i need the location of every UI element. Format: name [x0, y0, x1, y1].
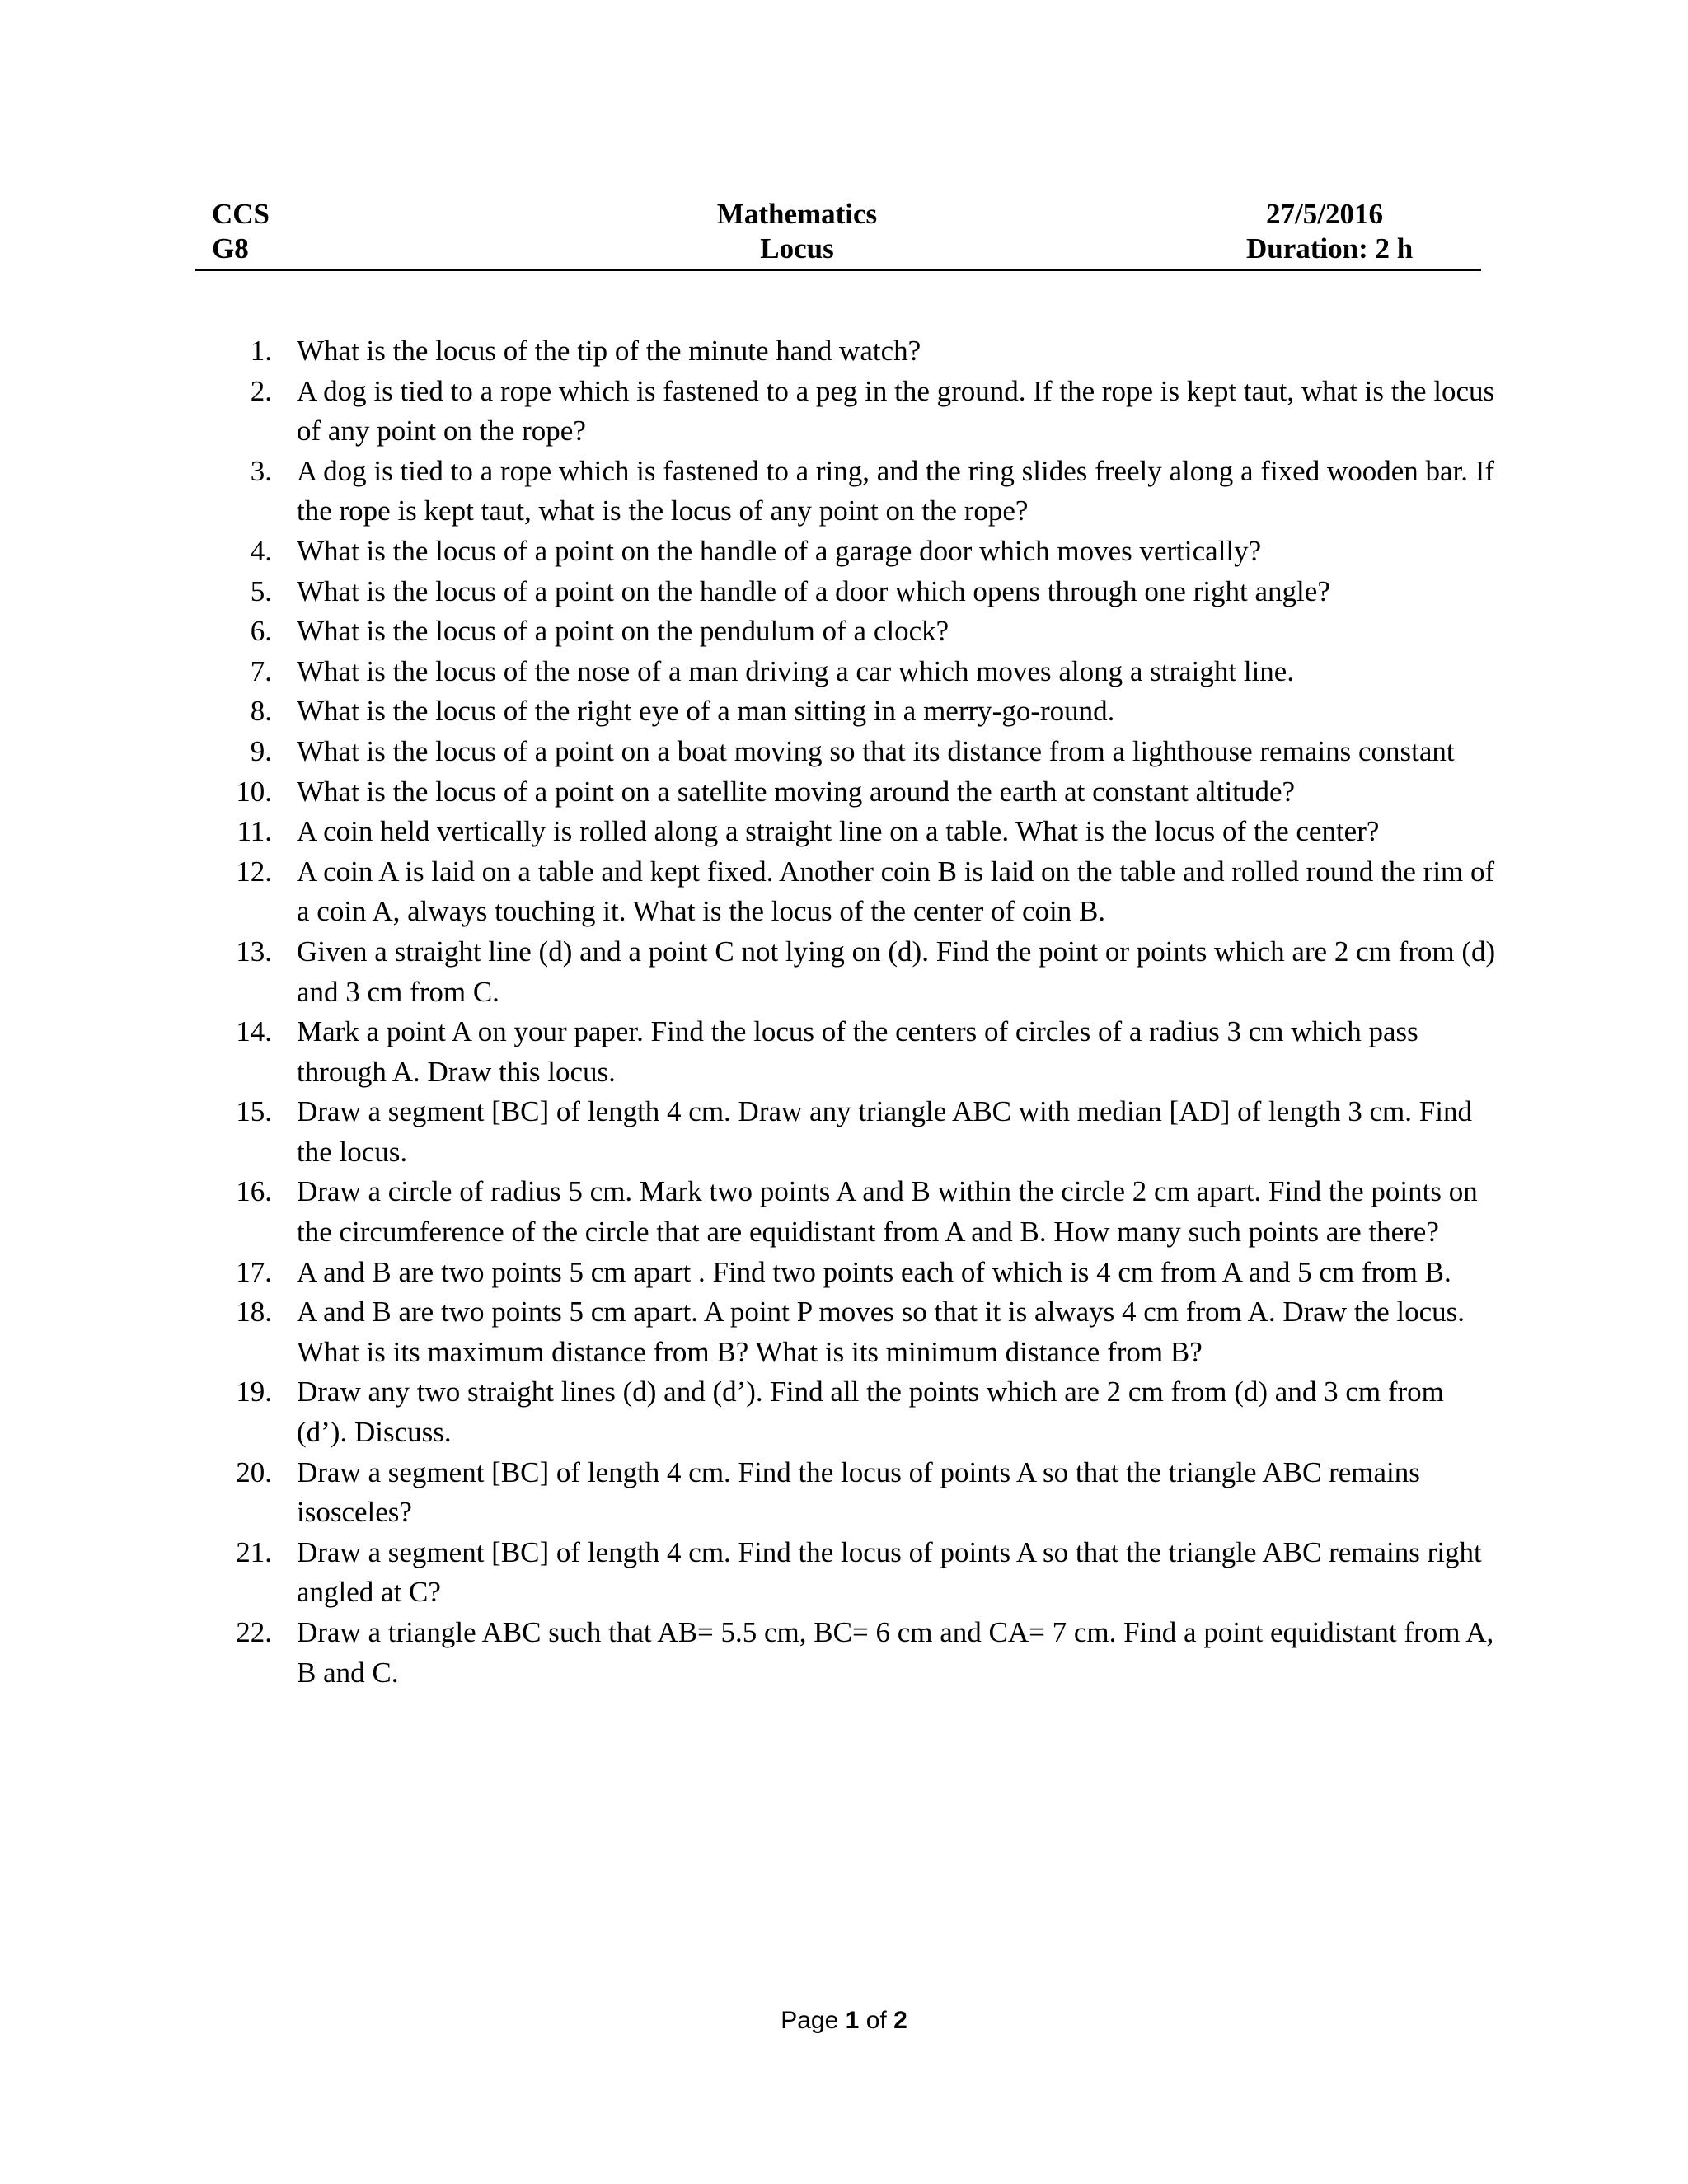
- question-item: [231, 772, 1500, 813]
- question-item: [231, 572, 1500, 612]
- question-number: 2.: [250, 374, 272, 407]
- question-item: [231, 452, 1500, 532]
- question-text: Draw a triangle ABC such that AB= 5.5 cm, BC= 6 cm and CA= 7 cm. Find a point equidistant from A, B and C.: [297, 1616, 1494, 1689]
- question-number: 18.: [236, 1296, 272, 1329]
- question-text: A coin held vertically is rolled along a straight line on a table. What is the locus of the center?: [297, 815, 1380, 848]
- question-item: [231, 1292, 1500, 1372]
- question-text: A and B are two points 5 cm apart . Find two points each of which is 4 cm from A and 5 cm from B.: [297, 1255, 1451, 1288]
- question-text: What is the locus of a point on the handle of a door which opens through one right angle?: [297, 574, 1330, 607]
- question-item: [231, 732, 1500, 772]
- question-text: Draw a segment [BC] of length 4 cm. Find the locus of points A so that the triangle ABC remains right angled at C?: [297, 1535, 1482, 1609]
- question-text: Given a straight line (d) and a point C not lying on (d). Find the point or points which are 2 cm from (d) and 3 cm from C.: [297, 935, 1496, 1008]
- current-page-number: 1: [845, 2007, 860, 2034]
- question-number: 16.: [236, 1175, 272, 1208]
- question-number: 20.: [236, 1455, 272, 1488]
- question-item: [231, 1253, 1500, 1293]
- question-number: 1.: [250, 335, 272, 367]
- question-number: 4.: [250, 534, 272, 567]
- question-number: 13.: [236, 935, 272, 968]
- question-text: Draw a segment [BC] of length 4 cm. Draw any triangle ABC with median [AD] of length 3 cm. Find the locus.: [297, 1095, 1472, 1168]
- question-item: [231, 812, 1500, 852]
- question-number: 7.: [250, 654, 272, 687]
- question-item: [231, 372, 1500, 452]
- school-name: CCS: [212, 198, 270, 230]
- question-item: [231, 331, 1500, 372]
- question-item: [231, 852, 1500, 932]
- question-number: 9.: [250, 734, 272, 767]
- question-text: What is the locus of a point on a boat moving so that its distance from a lighthouse remains constant: [297, 734, 1455, 767]
- header-row-1: [195, 196, 1481, 232]
- exam-duration: Duration: 2 h: [1246, 232, 1414, 265]
- question-number: 22.: [236, 1616, 272, 1648]
- page-footer: [0, 2004, 1688, 2037]
- question-item: [231, 1533, 1500, 1613]
- question-item: [231, 1453, 1500, 1533]
- topic-title: Locus: [760, 232, 834, 265]
- subject-title: Mathematics: [716, 198, 878, 230]
- question-number: 19.: [236, 1376, 272, 1408]
- question-text: What is the locus of a point on a satellite moving around the earth at constant altitude?: [297, 775, 1296, 808]
- grade-label: G8: [212, 232, 249, 265]
- question-item: [231, 1372, 1500, 1452]
- exam-header: [195, 196, 1481, 271]
- question-text: A coin A is laid on a table and kept fixed. Another coin B is laid on the table and rolled round the rim of a coin A, always touching it. What is the locus of the center of coin B.: [297, 855, 1495, 928]
- question-number: 17.: [236, 1255, 272, 1288]
- question-list: [231, 331, 1500, 1693]
- question-text: Mark a point A on your paper. Find the locus of the centers of circles of a radius 3 cm which pass through A. Draw this locus.: [297, 1015, 1418, 1088]
- question-item: [231, 691, 1500, 732]
- question-number: 3.: [250, 454, 272, 487]
- question-number: 12.: [236, 855, 272, 888]
- question-number: 8.: [250, 695, 272, 728]
- question-text: What is the locus of the nose of a man driving a car which moves along a straight line.: [297, 654, 1295, 687]
- question-text: A dog is tied to a rope which is fastened to a ring, and the ring slides freely along a fixed wooden bar. If the rope is kept taut, what is the locus of any point on the rope?: [297, 454, 1495, 527]
- question-text: What is the locus of a point on the handle of a garage door which moves vertically?: [297, 534, 1262, 567]
- question-number: 10.: [236, 775, 272, 808]
- question-number: 14.: [236, 1015, 272, 1048]
- question-number: 11.: [237, 815, 272, 848]
- question-text: A and B are two points 5 cm apart. A point P moves so that it is always 4 cm from A. Draw the locus. What is its maximum distance from B? What is its minimum distance from B?: [297, 1296, 1465, 1368]
- total-pages-number: 2: [893, 2007, 907, 2034]
- question-item: [231, 532, 1500, 572]
- question-item: [231, 1092, 1500, 1172]
- question-item: [231, 612, 1500, 652]
- question-item: [231, 1172, 1500, 1252]
- page-word: Page: [781, 2007, 839, 2034]
- question-number: 21.: [236, 1535, 272, 1568]
- question-text: Draw any two straight lines (d) and (d’). Find all the points which are 2 cm from (d) and 3 cm from (d’). Discuss.: [297, 1376, 1444, 1449]
- question-text: What is the locus of a point on the pendulum of a clock?: [297, 615, 950, 648]
- question-text: Draw a circle of radius 5 cm. Mark two points A and B within the circle 2 cm apart. Find the points on the circumference of the circle that are equidistant from A and B. How many such points are there?: [297, 1175, 1478, 1249]
- question-number: 6.: [250, 615, 272, 648]
- question-text: What is the locus of the right eye of a man sitting in a merry-go-round.: [297, 695, 1115, 728]
- question-item: [231, 652, 1500, 692]
- question-number: 15.: [236, 1095, 272, 1128]
- question-item: [231, 932, 1500, 1012]
- question-item: [231, 1012, 1500, 1092]
- question-text: What is the locus of the tip of the minute hand watch?: [297, 335, 921, 367]
- question-text: A dog is tied to a rope which is fastened to a peg in the ground. If the rope is kept taut, what is the locus of any point on the rope?: [297, 374, 1495, 448]
- question-item: [231, 1613, 1500, 1693]
- exam-date: 27/5/2016: [1266, 198, 1383, 230]
- question-text: Draw a segment [BC] of length 4 cm. Find the locus of points A so that the triangle ABC remains isosceles?: [297, 1455, 1420, 1529]
- question-number: 5.: [250, 574, 272, 607]
- header-row-2: [195, 231, 1481, 267]
- of-word: of: [865, 2007, 887, 2034]
